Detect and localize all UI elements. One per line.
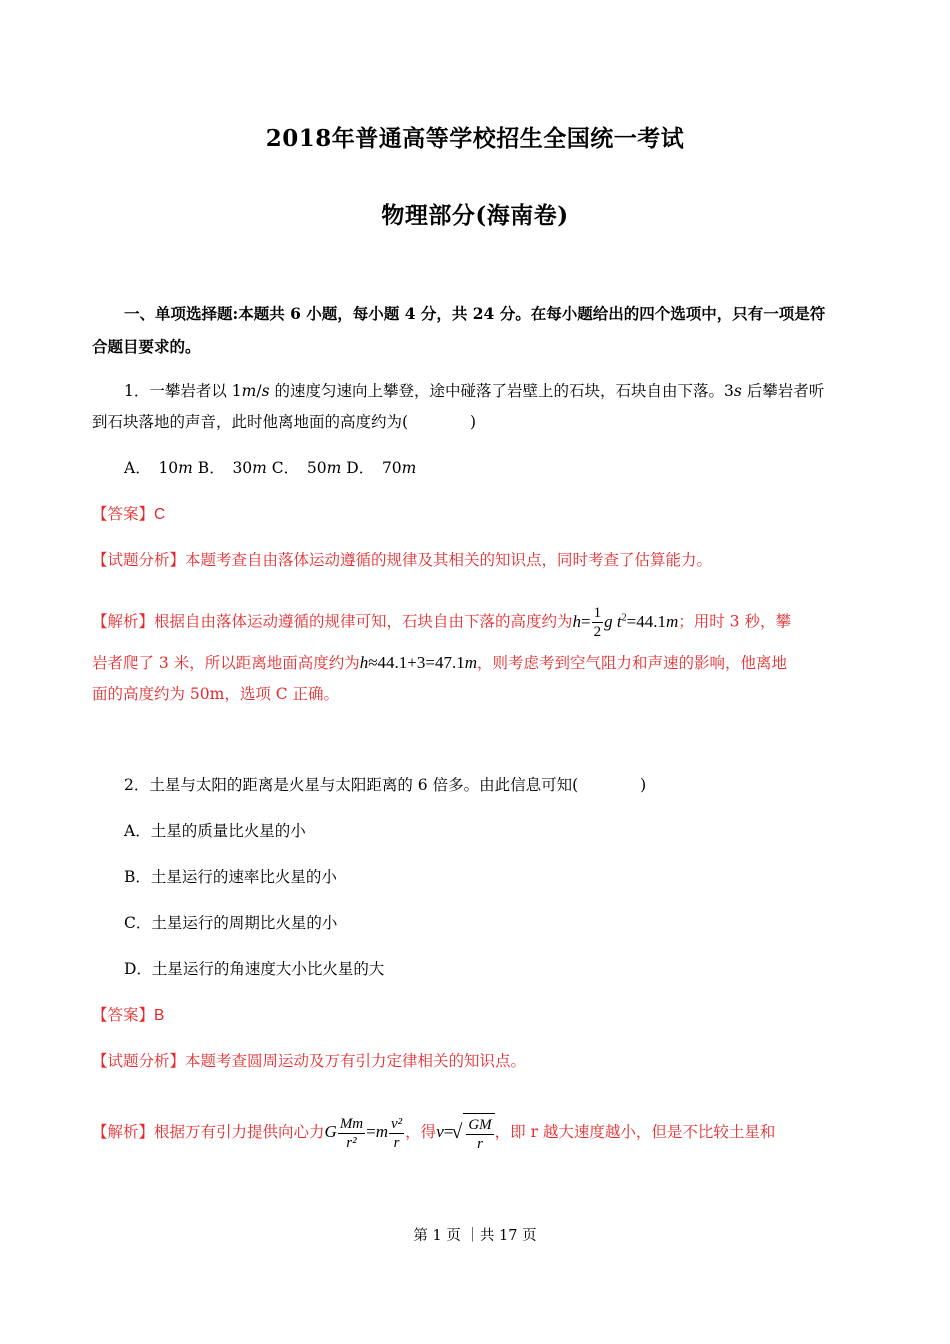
eq4-sqrt	[463, 1113, 494, 1154]
q2-solution-label: 【解析】	[92, 1123, 155, 1141]
q1-solution-text3: 岩者爬了 3 米，所以距离地面高度约为	[92, 654, 360, 672]
eq3-G: G	[324, 1122, 337, 1141]
eq3-denominator-1: r²	[346, 1134, 357, 1151]
q1-solution-text1: 根据自由落体运动遵循的规律可知，石块自由下落的高度约为	[154, 612, 573, 631]
q1-option-d: D． 70	[341, 459, 402, 477]
eq1-h: h	[572, 611, 582, 631]
q1-options	[124, 453, 904, 483]
section-heading-line1: 一、单项选择题:本题共 6 小题，每小题 4 分，共 24 分。在每小题给出的四个选项中，只有一项是符	[124, 304, 826, 323]
q2-stem: 2．土星与太阳的距离是火星与太阳距离的 6 倍多。由此信息可知( )	[124, 776, 647, 794]
q1-solution-line2	[92, 648, 872, 678]
q1-solution-label: 【解析】	[92, 612, 155, 631]
eq1-fraction	[592, 604, 604, 641]
q1-answer-label: 【答案】	[92, 505, 155, 523]
q1-analysis-label: 【试题分析】	[92, 551, 186, 569]
q2-analysis-text: 本题考查圆周运动及万有引力定律相关的知识点。	[185, 1052, 527, 1070]
eq1-g: g	[604, 611, 613, 631]
eq3-numerator-1: Mm	[339, 1115, 364, 1132]
q2-option-b: B．土星运行的速率比火星的小	[124, 868, 337, 886]
eq4-fraction	[466, 1116, 493, 1153]
eq4-denominator: r	[477, 1136, 483, 1153]
q1-solution-text4: ，则考虑考到空气阻力和声速的影响，他离地	[477, 654, 788, 672]
q1-unit-s: s	[261, 382, 270, 400]
q1-equation-2	[360, 653, 477, 672]
q1-option-d-unit: m	[401, 459, 417, 477]
q2-option-a: A．土星的质量比火星的小	[124, 822, 306, 840]
eq3-numerator-2: v²	[391, 1115, 403, 1132]
q1-analysis-text: 本题考查自由落体运动遵循的规律及其相关的知识点，同时考查了估算能力。	[185, 551, 713, 569]
q1-solution-line3: 面的高度约为 50m，选项 C 正确。	[92, 685, 340, 703]
document-title: 2018年普通高等学校招生全国统一考试	[265, 125, 685, 152]
q1-answer	[92, 499, 872, 530]
q1-stem-line1	[124, 376, 904, 406]
eq1-unit: m	[665, 611, 679, 631]
q2-solution-text2: ，得	[405, 1123, 437, 1141]
q1-stem-text-c: 后攀岩者听	[741, 382, 825, 400]
q1-option-c: C． 50	[266, 459, 327, 477]
q1-option-b-unit: m	[252, 459, 267, 477]
q2-analysis	[92, 1046, 872, 1076]
eq1-denominator: 2	[593, 624, 602, 641]
q2-equation-2	[436, 1117, 494, 1153]
eq4-numerator: √ GM	[468, 1117, 492, 1134]
q1-answer-value: C	[154, 506, 166, 523]
section-heading-line2: 合题目要求的。	[92, 337, 201, 356]
q1-unit-m: m	[241, 382, 257, 400]
eq1-t: t	[616, 611, 622, 631]
q1-option-b: B． 30	[192, 459, 253, 477]
q2-option-d: D．土星运行的角速度大小比火星的大	[124, 960, 385, 978]
eq1-equals: =	[581, 611, 591, 631]
eq3-fraction-2	[389, 1115, 404, 1152]
eq3-fraction-1	[338, 1115, 365, 1152]
q1-slash: /	[256, 382, 262, 400]
q1-option-a-unit: m	[178, 459, 193, 477]
q1-analysis	[92, 545, 872, 575]
eq4-equals: =	[443, 1122, 454, 1141]
q1-option-c-unit: m	[326, 459, 342, 477]
q2-equation-1	[324, 1115, 406, 1151]
q1-stem-text-a: 1．一攀岩者以 1	[124, 382, 242, 400]
q2-answer	[92, 1000, 872, 1031]
q1-option-a: A． 10	[124, 459, 179, 477]
eq1-numerator: 1	[593, 605, 602, 622]
q1-solution-line1	[92, 600, 872, 641]
q1-unit-s2: s	[733, 382, 742, 400]
eq3-m: m	[375, 1122, 389, 1141]
eq1-result: =44.1	[626, 611, 666, 631]
eq2-h: h	[359, 653, 369, 672]
q2-solution-text1: 根据万有引力提供向心力	[154, 1123, 325, 1141]
q2-analysis-label: 【试题分析】	[92, 1052, 186, 1070]
page-footer: 第 1 页 ｜共 17 页	[413, 1228, 537, 1244]
eq4-v: v	[436, 1122, 444, 1141]
eq2-expression: ≈44.1+3=47.1	[368, 653, 465, 672]
eq2-unit: m	[464, 653, 478, 672]
q2-option-c: C．土星运行的周期比火星的小	[124, 914, 338, 932]
q1-stem-line2: 到石块落地的声音，此时他离地面的高度约为( )	[92, 413, 477, 431]
eq1-superscript: 2	[621, 612, 627, 623]
eq3-equals: =	[366, 1122, 376, 1141]
q1-stem-text-b: 的速度匀速向上攀登，途中碰落了岩壁上的石块，石块自由下落。3	[269, 382, 734, 400]
q2-solution-line1	[92, 1112, 872, 1154]
document-subtitle: 物理部分(海南卷)	[381, 202, 569, 229]
q1-equation-1	[572, 605, 679, 641]
eq3-denominator-2: r	[393, 1134, 400, 1151]
q2-solution-text3: ，即 r 越大速度越小，但是不比较土星和	[494, 1123, 776, 1141]
q2-answer-value: B	[154, 1007, 165, 1024]
q2-answer-label: 【答案】	[92, 1006, 155, 1024]
q1-solution-text2: ；用时 3 秒，攀	[678, 612, 791, 631]
